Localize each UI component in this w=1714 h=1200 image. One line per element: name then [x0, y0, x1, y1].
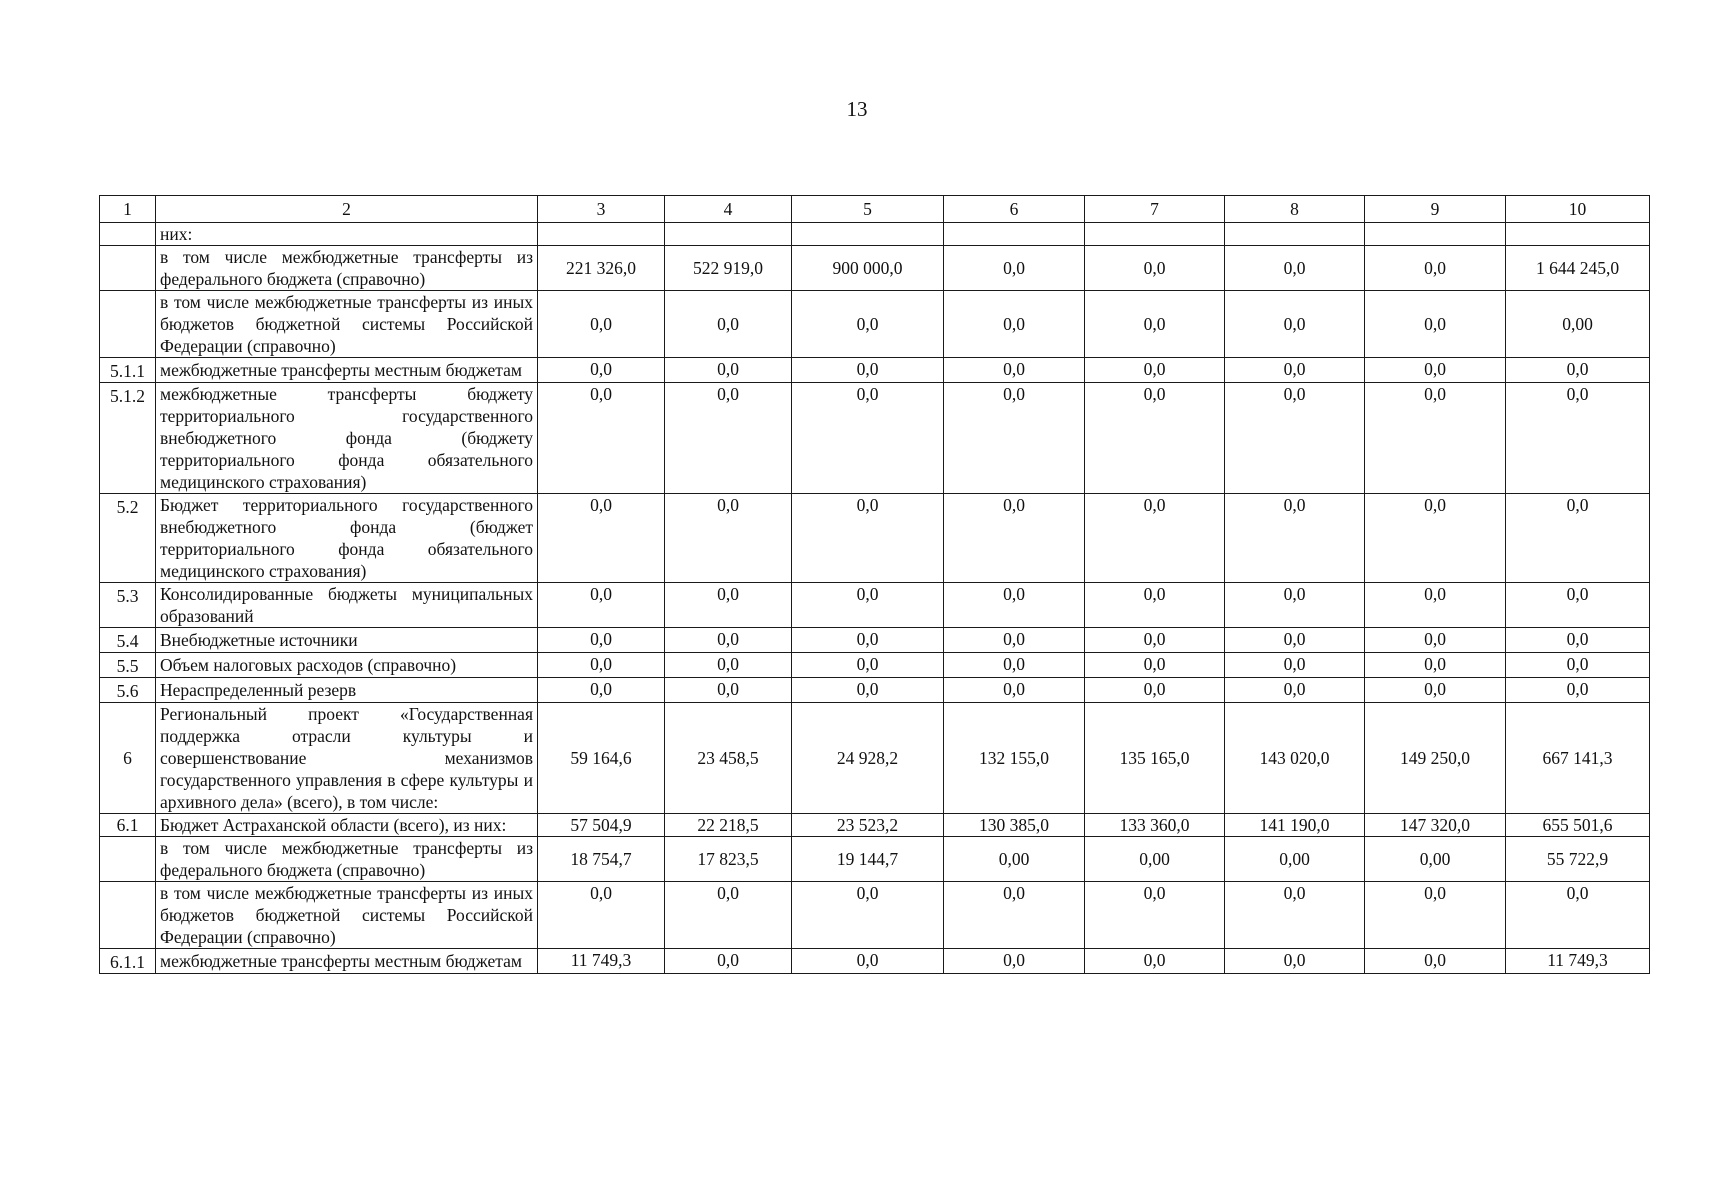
table-row	[100, 837, 1650, 882]
table-row	[100, 494, 1650, 583]
value-cell: 0,0	[1365, 882, 1506, 949]
value-cell: 0,0	[944, 291, 1085, 358]
value-cell: 0,0	[1365, 494, 1506, 583]
table-row	[100, 583, 1650, 628]
value-cell: 0,0	[665, 383, 792, 494]
value-cell: 0,0	[1225, 678, 1365, 703]
value-cell: 0,0	[792, 678, 944, 703]
table-row	[100, 628, 1650, 653]
table-body	[100, 223, 1650, 974]
value-cell: 0,0	[1506, 358, 1650, 383]
row-label-cell: в том числе межбюджетные трансферты из иных бюджетов бюджетной системы Российской Федерации (справочно)	[156, 882, 538, 949]
value-cell: 0,0	[1085, 653, 1225, 678]
value-cell: 0,0	[1225, 949, 1365, 974]
value-cell: 0,0	[1506, 628, 1650, 653]
table-row	[100, 383, 1650, 494]
table-row	[100, 653, 1650, 678]
value-cell: 1 644 245,0	[1506, 246, 1650, 291]
row-number-cell	[100, 291, 156, 358]
value-cell: 900 000,0	[792, 246, 944, 291]
value-cell: 0,0	[1085, 358, 1225, 383]
row-number-cell: 5.6	[100, 678, 156, 703]
row-label-cell: в том числе межбюджетные трансферты из федерального бюджета (справочно)	[156, 246, 538, 291]
value-cell: 149 250,0	[1365, 703, 1506, 814]
value-cell: 0,0	[1225, 494, 1365, 583]
value-cell: 667 141,3	[1506, 703, 1650, 814]
row-number-cell: 6	[100, 703, 156, 814]
value-cell: 141 190,0	[1225, 814, 1365, 837]
row-number-cell: 5.3	[100, 583, 156, 628]
value-cell: 0,00	[944, 837, 1085, 882]
value-cell: 0,0	[538, 628, 665, 653]
value-cell: 522 919,0	[665, 246, 792, 291]
value-cell: 0,0	[665, 583, 792, 628]
column-header: 8	[1225, 196, 1365, 223]
value-cell: 0,0	[538, 653, 665, 678]
value-cell: 0,0	[1225, 246, 1365, 291]
table-row	[100, 678, 1650, 703]
value-cell: 0,0	[665, 494, 792, 583]
value-cell	[1085, 223, 1225, 246]
value-cell: 0,0	[1225, 583, 1365, 628]
value-cell: 17 823,5	[665, 837, 792, 882]
value-cell: 0,0	[1225, 383, 1365, 494]
table-row	[100, 949, 1650, 974]
row-label-cell: них:	[156, 223, 538, 246]
value-cell: 0,0	[1365, 383, 1506, 494]
value-cell: 0,0	[792, 653, 944, 678]
value-cell: 57 504,9	[538, 814, 665, 837]
row-number-cell	[100, 246, 156, 291]
value-cell: 11 749,3	[538, 949, 665, 974]
row-label-cell: в том числе межбюджетные трансферты из иных бюджетов бюджетной системы Российской Федерации (справочно)	[156, 291, 538, 358]
value-cell: 23 523,2	[792, 814, 944, 837]
value-cell: 0,0	[1225, 358, 1365, 383]
row-label-cell: Бюджет Астраханской области (всего), из них:	[156, 814, 538, 837]
row-number-cell: 5.5	[100, 653, 156, 678]
value-cell: 0,00	[1506, 291, 1650, 358]
value-cell: 0,0	[944, 383, 1085, 494]
value-cell: 0,0	[1506, 583, 1650, 628]
value-cell: 23 458,5	[665, 703, 792, 814]
value-cell: 0,0	[944, 949, 1085, 974]
column-header: 3	[538, 196, 665, 223]
value-cell: 0,0	[944, 246, 1085, 291]
value-cell: 0,0	[665, 678, 792, 703]
value-cell: 0,0	[665, 628, 792, 653]
value-cell: 132 155,0	[944, 703, 1085, 814]
value-cell: 19 144,7	[792, 837, 944, 882]
row-label-cell: Региональный проект «Государственная поддержка отрасли культуры и совершенствование механизмов государственного управления в сфере культуры и архивного дела» (всего), в том числе:	[156, 703, 538, 814]
value-cell: 0,0	[792, 583, 944, 628]
column-header: 2	[156, 196, 538, 223]
value-cell: 24 928,2	[792, 703, 944, 814]
row-label-cell: Объем налоговых расходов (справочно)	[156, 653, 538, 678]
value-cell: 0,0	[1225, 291, 1365, 358]
row-label-cell: межбюджетные трансферты бюджету территориального государственного внебюджетного фонда (бюджету территориального фонда обязательного медицинского страхования)	[156, 383, 538, 494]
value-cell: 0,0	[1506, 882, 1650, 949]
value-cell: 0,0	[1085, 678, 1225, 703]
value-cell	[1225, 223, 1365, 246]
value-cell: 0,0	[1365, 678, 1506, 703]
value-cell: 0,00	[1365, 837, 1506, 882]
value-cell: 0,0	[665, 653, 792, 678]
row-label-cell: межбюджетные трансферты местным бюджетам	[156, 949, 538, 974]
value-cell: 0,0	[538, 291, 665, 358]
column-number-header-row	[100, 196, 1650, 223]
value-cell: 0,0	[944, 628, 1085, 653]
value-cell: 0,0	[1085, 383, 1225, 494]
column-header: 6	[944, 196, 1085, 223]
value-cell: 0,0	[538, 678, 665, 703]
value-cell: 0,0	[944, 678, 1085, 703]
value-cell	[538, 223, 665, 246]
value-cell: 0,00	[1225, 837, 1365, 882]
value-cell: 0,0	[792, 383, 944, 494]
table-row	[100, 246, 1650, 291]
budget-table	[99, 195, 1650, 974]
value-cell: 0,0	[792, 949, 944, 974]
value-cell: 133 360,0	[1085, 814, 1225, 837]
row-number-cell: 5.4	[100, 628, 156, 653]
value-cell: 0,0	[1085, 246, 1225, 291]
value-cell: 0,0	[792, 882, 944, 949]
row-label-cell: межбюджетные трансферты местным бюджетам	[156, 358, 538, 383]
table-row	[100, 291, 1650, 358]
value-cell: 0,0	[792, 628, 944, 653]
row-number-cell: 6.1	[100, 814, 156, 837]
value-cell: 0,0	[944, 358, 1085, 383]
value-cell: 0,0	[665, 949, 792, 974]
value-cell: 0,0	[1365, 628, 1506, 653]
value-cell: 11 749,3	[1506, 949, 1650, 974]
value-cell: 0,0	[1085, 882, 1225, 949]
row-number-cell: 5.2	[100, 494, 156, 583]
column-header: 7	[1085, 196, 1225, 223]
value-cell: 0,0	[1365, 949, 1506, 974]
column-header: 10	[1506, 196, 1650, 223]
column-header: 1	[100, 196, 156, 223]
value-cell: 0,0	[1506, 494, 1650, 583]
column-header: 5	[792, 196, 944, 223]
value-cell	[944, 223, 1085, 246]
value-cell: 59 164,6	[538, 703, 665, 814]
value-cell	[792, 223, 944, 246]
value-cell: 0,00	[1085, 837, 1225, 882]
table-row	[100, 882, 1650, 949]
value-cell: 0,0	[944, 583, 1085, 628]
value-cell: 135 165,0	[1085, 703, 1225, 814]
value-cell: 0,0	[1225, 653, 1365, 678]
column-header: 9	[1365, 196, 1506, 223]
value-cell: 0,0	[538, 882, 665, 949]
value-cell: 18 754,7	[538, 837, 665, 882]
value-cell: 55 722,9	[1506, 837, 1650, 882]
value-cell: 0,0	[944, 653, 1085, 678]
value-cell: 0,0	[1085, 949, 1225, 974]
value-cell: 0,0	[1365, 358, 1506, 383]
value-cell: 0,0	[944, 494, 1085, 583]
table-row	[100, 358, 1650, 383]
value-cell: 0,0	[1085, 583, 1225, 628]
row-number-cell: 5.1.2	[100, 383, 156, 494]
row-label-cell: Консолидированные бюджеты муниципальных образований	[156, 583, 538, 628]
table-row	[100, 814, 1650, 837]
value-cell: 0,0	[1365, 246, 1506, 291]
value-cell: 0,0	[665, 358, 792, 383]
value-cell: 0,0	[1225, 882, 1365, 949]
value-cell: 0,0	[792, 494, 944, 583]
row-number-cell	[100, 223, 156, 246]
value-cell: 0,0	[1365, 653, 1506, 678]
value-cell: 0,0	[1506, 678, 1650, 703]
value-cell	[1506, 223, 1650, 246]
value-cell: 0,0	[665, 291, 792, 358]
table-row	[100, 223, 1650, 246]
value-cell: 0,0	[538, 358, 665, 383]
table-row	[100, 703, 1650, 814]
value-cell: 0,0	[1085, 628, 1225, 653]
value-cell: 0,0	[792, 358, 944, 383]
value-cell: 22 218,5	[665, 814, 792, 837]
value-cell: 0,0	[1365, 583, 1506, 628]
value-cell: 0,0	[538, 494, 665, 583]
value-cell: 0,0	[538, 583, 665, 628]
value-cell: 0,0	[1085, 494, 1225, 583]
value-cell: 0,0	[1365, 291, 1506, 358]
value-cell: 147 320,0	[1365, 814, 1506, 837]
value-cell: 130 385,0	[944, 814, 1085, 837]
value-cell: 0,0	[944, 882, 1085, 949]
row-label-cell: Нераспределенный резерв	[156, 678, 538, 703]
value-cell: 0,0	[1506, 653, 1650, 678]
value-cell: 0,0	[1085, 291, 1225, 358]
page-number: 13	[846, 97, 868, 121]
value-cell: 221 326,0	[538, 246, 665, 291]
row-label-cell: Бюджет территориального государственного внебюджетного фонда (бюджет территориального фонда обязательного медицинского страхования)	[156, 494, 538, 583]
row-number-cell	[100, 837, 156, 882]
value-cell: 0,0	[1506, 383, 1650, 494]
value-cell	[665, 223, 792, 246]
value-cell: 143 020,0	[1225, 703, 1365, 814]
value-cell	[1365, 223, 1506, 246]
value-cell: 655 501,6	[1506, 814, 1650, 837]
value-cell: 0,0	[538, 383, 665, 494]
value-cell: 0,0	[1225, 628, 1365, 653]
value-cell: 0,0	[792, 291, 944, 358]
row-label-cell: в том числе межбюджетные трансферты из федерального бюджета (справочно)	[156, 837, 538, 882]
row-number-cell: 6.1.1	[100, 949, 156, 974]
row-label-cell: Внебюджетные источники	[156, 628, 538, 653]
value-cell: 0,0	[665, 882, 792, 949]
row-number-cell	[100, 882, 156, 949]
column-header: 4	[665, 196, 792, 223]
row-number-cell: 5.1.1	[100, 358, 156, 383]
